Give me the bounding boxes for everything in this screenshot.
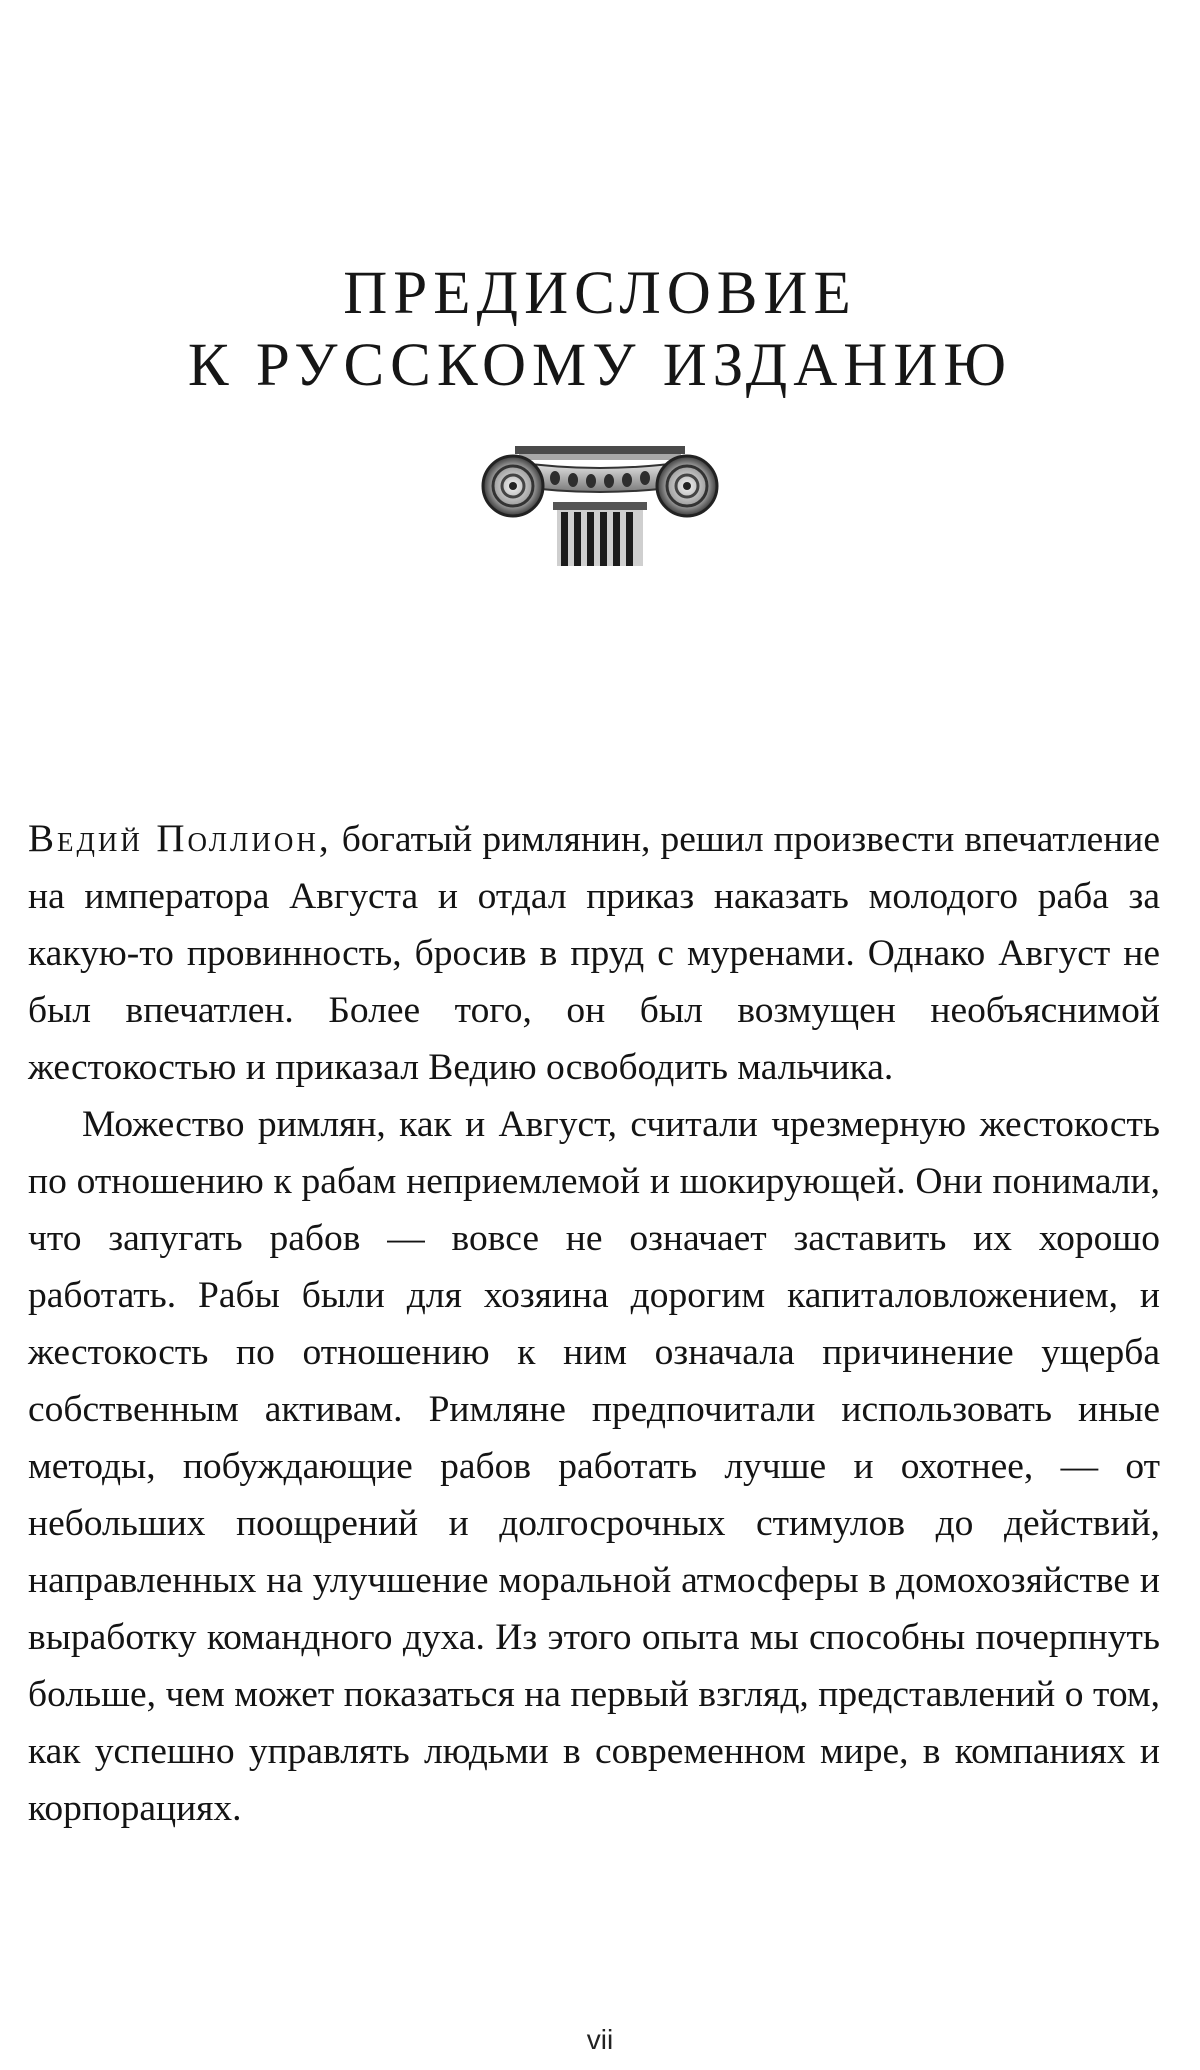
chapter-title-line-2: К РУССКОМУ ИЗДАНИЮ <box>187 332 1013 399</box>
chapter-heading <box>0 258 1200 402</box>
preface-body <box>28 810 1160 1837</box>
paragraph-2: Можество римлян, как и Август, считали чрезмерную жестокость по отношению к рабам неприемлемой и шокирующей. Они понимали, что запугать рабов — вовсе не означает заставить их хорошо работать. Рабы были для хозяина дорогим капиталовложением, и жестокость по отношению к ним означала причинение ущерба собственным активам. Римляне предпочитали использовать иные методы, побуждающие рабов работать лучше и охотнее, — от небольших поощрений и долгосрочных стимулов до действий, направленных на улучшение моральной атмосферы в домохозяйстве и выработку командного духа. Из этого опыта мы способны почерпнуть больше, чем может показаться на первый взгляд, представлений о том, как успешно управлять людьми в современном мире, в компаниях и корпорациях. <box>28 1104 1160 1829</box>
chapter-title-line-1: ПРЕДИСЛОВИЕ <box>343 260 857 327</box>
paragraph-1 <box>28 810 1160 1096</box>
page-number: vii <box>586 2024 614 2055</box>
paragraph-1-text: богатый римлянин, решил произвести впечатление на императора Августа и отдал приказ наказать молодого раба за какую-то провинность, бросив в пруд с муренами. Однако Август не был впечатлен. Более того, он был возмущен необъяснимой жестокостью и приказал Ведию освободить мальчика. <box>28 819 1161 1088</box>
ionic-column-capital-icon <box>475 440 725 570</box>
paragraph-lead-name: Ведий Поллион, <box>28 817 332 860</box>
